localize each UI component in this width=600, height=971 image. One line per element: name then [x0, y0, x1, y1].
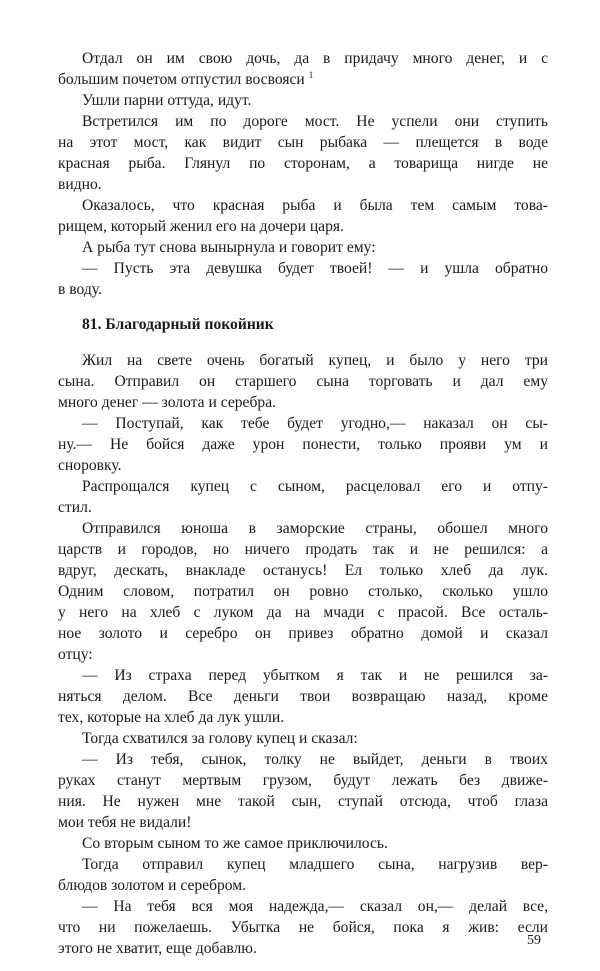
text-line: Тогда отправил купец младшего сына, нагрузив вер-: [82, 856, 548, 873]
text-line: мои тебя не видали!: [58, 814, 192, 831]
text-line: Встретился им по дороге мост. Не успели они ступить: [82, 113, 548, 130]
text-line: сноровку.: [58, 457, 122, 474]
text-line: у него на хлеб с луком да на мчади с прасой. Все осталь-: [58, 604, 548, 621]
text-line: — Из тебя, сынок, толку не выйдет, деньги в твоих: [82, 751, 548, 768]
text-line: Жил на свете очень богатый купец, и было у него три: [82, 352, 548, 369]
text-line: сына. Отправил он старшего сына торговать и дал ему: [58, 373, 548, 390]
text-line: Ушли парни оттуда, идут.: [82, 92, 252, 109]
text-line: А рыба тут снова вынырнула и говорит ему:: [82, 239, 376, 256]
chapter-heading: 81. Благодарный покойник: [82, 316, 274, 333]
text-line: Тогда схватился за голову купец и сказал:: [82, 730, 358, 747]
text-line: видно.: [58, 176, 102, 193]
text-line: Со вторым сыном то же самое приключилось.: [82, 835, 388, 852]
text-line: тех, которые на хлеб да лук ушли.: [58, 709, 285, 726]
text-line-content: большим почетом отпустил восвояси: [58, 71, 305, 88]
text-line: [58, 69, 548, 90]
text-line: ное золото и серебро он привез обратно домой и сказал: [58, 625, 548, 642]
text-line: Распрощался купец с сыном, расцеловал его и отпу-: [82, 478, 548, 495]
text-line: ния. Не нужен мне такой сын, ступай отсюда, чтоб глаза: [58, 793, 548, 810]
text-line: что ни пожелаешь. Убытка не бойся, пока я жив: если: [58, 919, 548, 936]
text-line: Оказалось, что красная рыба и была тем самым това-: [82, 197, 548, 214]
text-line: отцу:: [58, 646, 93, 663]
text-line: на этот мост, как видит сын рыбака — плещется в воде: [58, 134, 548, 151]
text-line: в воду.: [58, 281, 102, 298]
text-line: руках станут мертвым грузом, будут лежать без движе-: [58, 772, 548, 789]
text-line: блюдов золотом и серебром.: [58, 877, 247, 894]
text-line: ну.— Не бойся даже урон понести, только прояви ум и: [58, 436, 548, 453]
text-line: — Поступай, как тебе будет угодно,— наказал он сы-: [82, 415, 548, 432]
text-line: — На тебя вся моя надежда,— сказал он,— делай все,: [82, 898, 548, 915]
text-line: Одним словом, потратил он ровно столько, сколько ушло: [58, 583, 548, 600]
text-line: этого не хватит, еще добавлю.: [58, 940, 257, 957]
text-line: Отдал он им свою дочь, да в придачу много денег, и с: [82, 50, 548, 67]
text-line: рищем, который женил его на дочери царя.: [58, 218, 344, 235]
text-line: много денег — золота и серебра.: [58, 394, 277, 411]
text-line: царств и городов, но ничего продать так и не решился: а: [58, 541, 548, 558]
text-line: няться делом. Все деньги твои возвращаю назад, кроме: [58, 688, 548, 705]
text-line: стил.: [58, 499, 92, 516]
footnote-mark: 1: [308, 69, 314, 80]
text-line: — Из страха перед убытком я так и не решился за-: [82, 667, 548, 684]
text-line: — Пусть эта девушка будет твоей! — и ушла обратно: [82, 260, 548, 277]
page-number: 59: [527, 933, 541, 948]
text-line: красная рыба. Глянул по сторонам, а товарища нигде не: [58, 155, 548, 172]
text-line: Отправился юноша в заморские страны, обошел много: [82, 520, 548, 537]
text-line: вдруг, дескать, внакладе останусь! Ел только хлеб да лук.: [58, 562, 548, 579]
